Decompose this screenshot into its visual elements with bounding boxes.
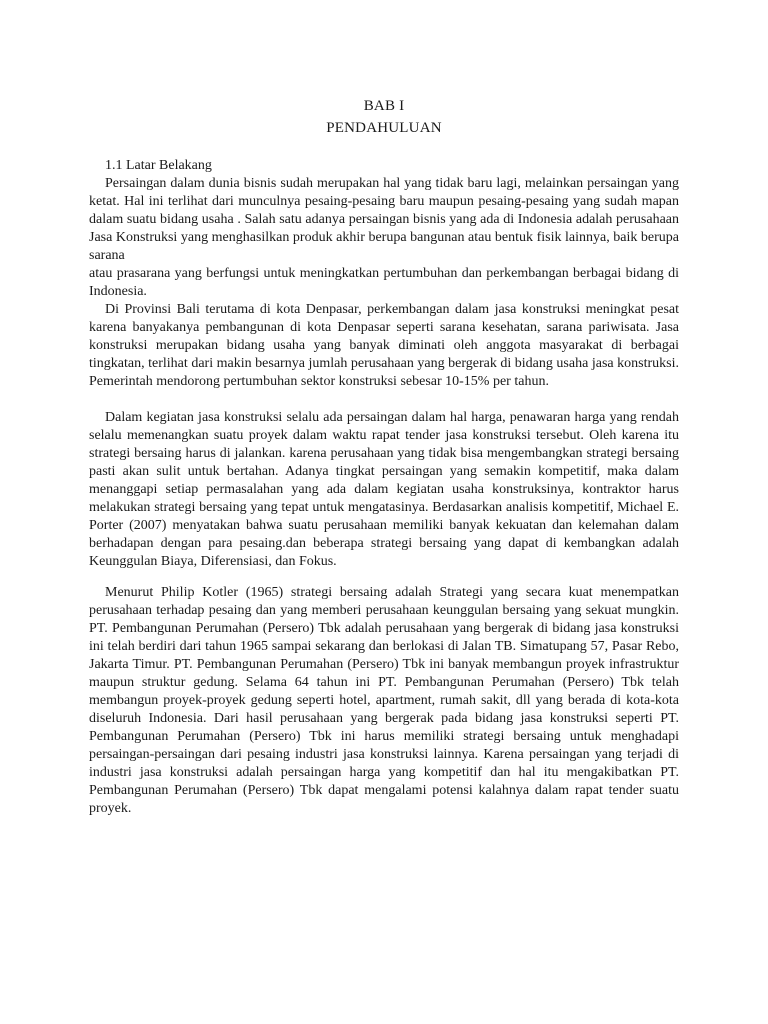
chapter-number: BAB I	[363, 98, 405, 114]
section-heading: 1.1 Latar Belakang	[105, 158, 212, 173]
paragraph-persaingan: Persaingan dalam dunia bisnis sudah merupakan hal yang tidak baru lagi, melainkan persaingan yang ketat. Hal ini terlihat dari munculnya pesaing-pesaing baru maupun pesaing-pesaing yang sudah mapan dalam suatu bidang usaha . Salah satu adanya persaingan bisnis yang ada di Indonesia adalah perusahaan Jasa Konstruksi yang menghasilkan produk akhir berupa bangunan atau bentuk fisik lainnya, baik berupa sarana	[89, 176, 679, 263]
paragraph-persaingan-continued: atau prasarana yang berfungsi untuk meningkatkan pertumbuhan dan perkembangan berbagai bidang di Indonesia.	[89, 266, 679, 299]
chapter-title: PENDAHULUAN	[326, 120, 442, 136]
paragraph-kegiatan: Dalam kegiatan jasa konstruksi selalu ada persaingan dalam hal harga, penawaran harga yang rendah selalu memenangkan suatu proyek dalam waktu rapat tender jasa konstruksi tersebut. Oleh karena itu strategi bersaing harus di jalankan. karena perusahaan yang tidak bisa mengembangkan strategi bersaing pasti akan sulit untuk bertahan. Adanya tingkat persaingan yang semakin kompetitif, maka dalam menanggapi setiap permasalahan yang ada dalam kegiatan usaha konstruksinya, kontraktor harus melakukan strategi bersaing yang tepat untuk mengatasinya. Berdasarkan analisis kompetitif, Michael E. Porter (2007) menyatakan bahwa suatu perusahaan memiliki banyak kekuatan dan kelemahan dalam berhadapan dengan para pesaing.dan beberapa strategi bersaing yang dapat di kembangkan adalah Keunggulan Biaya, Diferensiasi, dan Fokus.	[89, 410, 679, 569]
paragraph-bali: Di Provinsi Bali terutama di kota Denpasar, perkembangan dalam jasa konstruksi meningkat pesat karena banyakanya pembangunan di kota Denpasar seperti sarana kesehatan, sarana pariwisata. Jasa konstruksi merupakan bidang usaha yang banyak diminati oleh anggota masyarakat di berbagai tingkatan, terlihat dari makin besarnya jumlah perusahaan yang bergerak di bidang usaha jasa konstruksi. Pemerintah mendorong pertumbuhan sektor konstruksi sebesar 10-15% per tahun.	[89, 302, 679, 389]
paragraph-kotler: Menurut Philip Kotler (1965) strategi bersaing adalah Strategi yang secara kuat menempatkan perusahaan terhadap pesaing dan yang memberi perusahaan keunggulan bersaing yang sekuat mungkin. PT. Pembangunan Perumahan (Persero) Tbk adalah perusahaan yang bergerak di bidang jasa konstruksi ini telah berdiri dari tahun 1965 sampai sekarang dan berlokasi di Jalan TB. Simatupang 57, Pasar Rebo, Jakarta Timur. PT. Pembangunan Perumahan (Persero) Tbk ini banyak membangun proyek infrastruktur maupun struktur gedung. Selama 64 tahun ini PT. Pembangunan Perumahan (Persero) Tbk telah membangun proyek-proyek gedung seperti hotel, apartment, rumah sakit, dll yang berada di kota-kota diseluruh Indonesia. Dari hasil perusahaan yang bergerak pada bidang jasa konstruksi seperti PT. Pembangunan Perumahan (Persero) Tbk ini harus memiliki strategi bersaing untuk menghadapi persaingan-persaingan dari pesaing industri jasa konstruksi lainnya. Karena persaingan yang terjadi di industri jasa konstruksi adalah persaingan harga yang kompetitif dan hal itu mengakibatkan PT. Pembangunan Perumahan (Persero) Tbk dapat mengalami potensi kalahnya dalam rapat tender suatu proyek.	[89, 585, 679, 816]
